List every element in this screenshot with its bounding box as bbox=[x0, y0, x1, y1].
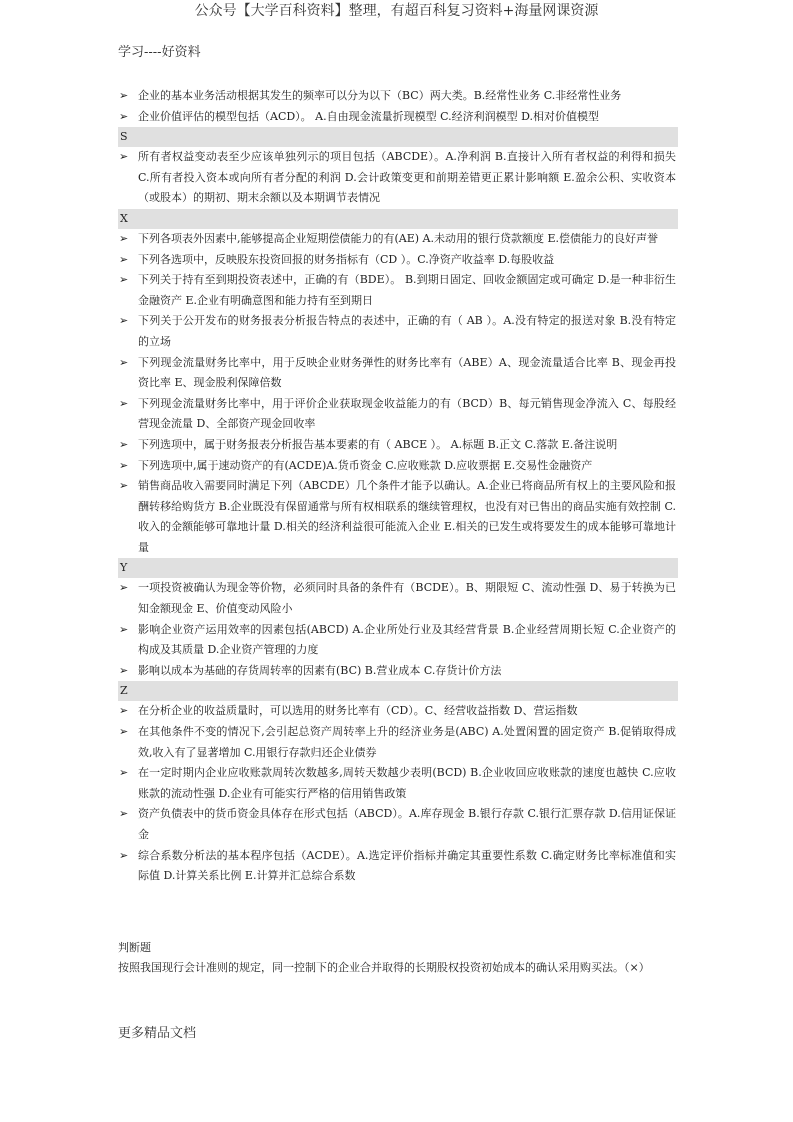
list-item bbox=[118, 250, 676, 271]
list-item bbox=[118, 229, 676, 250]
bullet-arrow-icon: ➢ bbox=[119, 704, 129, 718]
bullet-arrow-icon: ➢ bbox=[119, 622, 129, 636]
list-item bbox=[118, 311, 676, 352]
page-footer: 更多精品文档 bbox=[118, 1026, 197, 1041]
page-banner: 公众号【大学百科资料】整理，有超百科复习资料+海量网课资源 bbox=[194, 3, 599, 19]
list-item bbox=[118, 804, 676, 845]
question-list bbox=[118, 86, 676, 887]
bullet-arrow-icon: ➢ bbox=[119, 252, 129, 266]
bullet-arrow-icon: ➢ bbox=[119, 581, 129, 595]
list-item bbox=[118, 147, 676, 209]
list-item-text: 一项投资被确认为现金等价物，必须同时具备的条件有（BCDE）。B、期限短 C、流动性强 D、易于转换为已知金额现金 E、价值变动风险小 bbox=[138, 581, 676, 616]
list-item-text: 下列选项中,属于速动资产的有(ACDE)A.货币资金 C.应收账款 D.应收票据 E.交易性金融资产 bbox=[138, 458, 593, 472]
list-item-text: 资产负债表中的货币资金具体存在形式包括（ABCD）。A.库存现金 B.银行存款 C.银行汇票存款 D.信用证保证金 bbox=[138, 807, 676, 841]
bullet-arrow-icon: ➢ bbox=[119, 725, 129, 739]
list-item bbox=[118, 86, 676, 107]
judgement-text: 按照我国现行会计准则的规定，同一控制下的企业合并取得的长期股权投资初始成本的确认采用购买法。（×） bbox=[118, 961, 650, 974]
bullet-arrow-icon: ➢ bbox=[119, 150, 129, 164]
judgement-section bbox=[118, 938, 678, 978]
list-item bbox=[118, 578, 676, 619]
bullet-arrow-icon: ➢ bbox=[119, 437, 129, 451]
list-item bbox=[118, 846, 676, 887]
list-item bbox=[118, 476, 676, 558]
list-item bbox=[118, 661, 676, 682]
list-item-text: 下列各项表外因素中,能够提高企业短期偿债能力的有(AE) A.未动用的银行贷款额度 E.偿债能力的良好声誉 bbox=[138, 231, 659, 245]
page-subheader: 学习----好资料 bbox=[118, 45, 201, 60]
bullet-arrow-icon: ➢ bbox=[119, 807, 129, 821]
bullet-arrow-icon: ➢ bbox=[119, 314, 129, 328]
list-item bbox=[118, 270, 676, 311]
judgement-heading: 判断题 bbox=[118, 941, 151, 954]
bullet-arrow-icon: ➢ bbox=[119, 663, 129, 677]
bullet-arrow-icon: ➢ bbox=[119, 848, 129, 862]
list-item-text: 企业价值评估的模型包括（ACD）。 A.自由现金流量折现模型 C.经济利润模型 D.相对价值模型 bbox=[138, 109, 600, 123]
list-item-text: 下列关于持有至到期投资表述中，正确的有（BDE）。 B.到期日固定、回收金额固定或可确定 D.是一种非衍生金融资产 E.企业有明确意图和能力持有至到期日 bbox=[138, 273, 676, 307]
list-item-text: 下列关于公开发布的财务报表分析报告特点的表述中，正确的有（ AB ）。A.没有特定的报送对象 B.没有特定的立场 bbox=[138, 314, 676, 348]
list-item bbox=[118, 353, 676, 394]
bullet-arrow-icon: ➢ bbox=[119, 231, 129, 245]
section-letter: X bbox=[118, 209, 678, 229]
bullet-arrow-icon: ➢ bbox=[119, 109, 129, 123]
list-item bbox=[118, 620, 676, 661]
section-letter: S bbox=[118, 127, 678, 147]
list-item-text: 综合系数分析法的基本程序包括（ACDE）。A.选定评价指标并确定其重要性系数 C.确定财务比率标准值和实际值 D.计算关系比例 E.计算并汇总综合系数 bbox=[138, 848, 676, 883]
list-item bbox=[118, 107, 676, 128]
list-item-text: 下列选项中，属于财务报表分析报告基本要素的有（ ABCE ）。 A.标题 B.正文 C.落款 E.备注说明 bbox=[138, 437, 618, 451]
list-item-text: 在分析企业的收益质量时，可以选用的财务比率有（CD）。C、经营收益指数 D、营运指数 bbox=[138, 704, 578, 718]
list-item bbox=[118, 435, 676, 456]
list-item bbox=[118, 763, 676, 804]
list-item bbox=[118, 394, 676, 435]
bullet-arrow-icon: ➢ bbox=[119, 458, 129, 472]
list-item-text: 所有者权益变动表至少应该单独列示的项目包括（ABCDE）。A.净利润 B.直接计入所有者权益的利得和损失 C.所有者投入资本或向所有者分配的利润 D.会计政策变更和前期差错更正累计影响额 E.盈余公积、实收资本（或股本）的期初、期末余额以及本期调节表情况 bbox=[138, 150, 676, 205]
list-item-text: 影响以成本为基础的存货周转率的因素有(BC) B.营业成本 C.存货计价方法 bbox=[138, 663, 502, 677]
list-item-text: 下列各选项中，反映股东投资回报的财务指标有（CD ）。C.净资产收益率 D.每股收益 bbox=[138, 252, 555, 266]
list-item-text: 下列现金流量财务比率中，用于评价企业获取现金收益能力的有（BCD）B、每元销售现金净流入 C、每股经营现金流量 D、全部资产现金回收率 bbox=[138, 396, 676, 431]
bullet-arrow-icon: ➢ bbox=[119, 273, 129, 287]
list-item bbox=[118, 701, 676, 722]
bullet-arrow-icon: ➢ bbox=[119, 766, 129, 780]
bullet-arrow-icon: ➢ bbox=[119, 396, 129, 410]
bullet-arrow-icon: ➢ bbox=[119, 89, 129, 102]
list-item-text: 下列现金流量财务比率中，用于反映企业财务弹性的财务比率有（ABE）A、现金流量适合比率 B、现金再投资比率 E、现金股利保障倍数 bbox=[138, 355, 676, 390]
list-item bbox=[118, 456, 676, 477]
bullet-arrow-icon: ➢ bbox=[119, 479, 129, 493]
list-item-text: 销售商品收入需要同时满足下列（ABCDE）几个条件才能予以确认。A.企业已将商品所有权上的主要风险和报酬转移给购货方 B.企业既没有保留通常与所有权相联系的继续管理权，也没有对已售出的商品实施有效控制 C.收入的金额能够可靠地计量 D.相关的经济利益很可能流入企业 E.相关的已发生或将要发生的成本能够可靠地计量 bbox=[138, 479, 676, 554]
section-letter: Y bbox=[118, 558, 678, 578]
list-item-text: 在其他条件不变的情况下,会引起总资产周转率上升的经济业务是(ABC) A.处置闲置的固定资产 B.促销取得成效,收入有了显著增加 C.用银行存款归还企业债券 bbox=[138, 725, 676, 759]
list-item-text: 影响企业资产运用效率的因素包括(ABCD) A.企业所处行业及其经营背景 B.企业经营周期长短 C.企业资产的构成及其质量 D.企业资产管理的力度 bbox=[138, 622, 676, 657]
bullet-arrow-icon: ➢ bbox=[119, 355, 129, 369]
list-item-text: 在一定时期内企业应收账款周转次数越多,周转天数越少表明(BCD) B.企业收回应收账款的速度也越快 C.应收账款的流动性强 D.企业有可能实行严格的信用销售政策 bbox=[138, 766, 676, 800]
list-item bbox=[118, 722, 676, 763]
section-letter: Z bbox=[118, 681, 678, 701]
list-item-text: 企业的基本业务活动根据其发生的频率可以分为以下（BC）两大类。B.经常性业务 C.非经常性业务 bbox=[138, 89, 622, 102]
